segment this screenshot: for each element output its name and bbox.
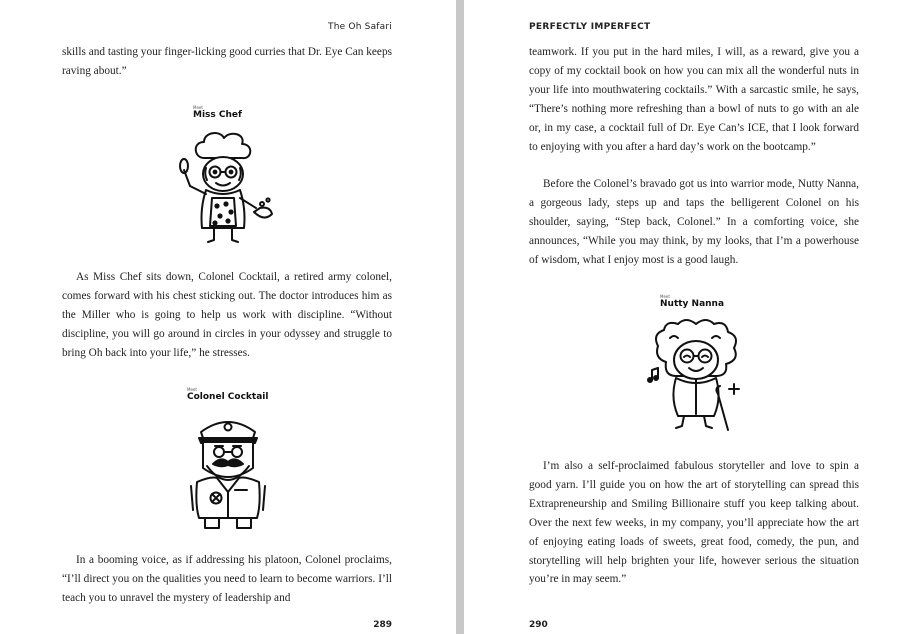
paragraph: As Miss Chef sits down, Colonel Cocktail, a retired army colonel, comes forward with his chest sticking out. The doctor introduces him as the Miller who is going to help us work with discipline. “Without discipline, you will go around in circles in your odyssey and struggle to bring Oh back into your life,” he stresses. bbox=[62, 271, 392, 359]
paragraph: Before the Colonel’s bravado got us into warrior mode, Nutty Nanna, a gorgeous lady, steps up and taps the belligerent Colonel on his shoulder, saying, “Step back, Colonel.” In a comforting voice, she announces, “While you may think, by my looks, that I’m a powerhouse of wisdom, what I enjoy most is a good laugh. bbox=[529, 178, 859, 266]
caption-name: Colonel Cocktail bbox=[187, 392, 269, 402]
running-head: PERFECTLY IMPERFECT bbox=[529, 22, 651, 32]
paragraph: I’m also a self-proclaimed fabulous storyteller and love to spin a good yarn. I’ll guide you on how the art of storytelling can spread this Extrapreneurship and Smiling Billionaire stuff you keep talking about. Over the next few weeks, in my company, you’ll appreciate how the art of enjoying eating loads of sweets, great food, comedy, the pun, and storytelling will help brighten your life, however serious the situation you’re in may seem.” bbox=[529, 460, 859, 586]
caption-meet: Meet bbox=[187, 387, 197, 392]
caption-meet: Meet bbox=[660, 294, 670, 299]
left-page bbox=[0, 0, 456, 634]
running-head: The Oh Safari bbox=[328, 22, 392, 32]
paragraph: teamwork. If you put in the hard miles, I will, as a reward, give you a copy of my cocktail book on how you can mix all the wonderful nuts in your life into mouthwatering cocktails.” With a sarcastic smile, he says, “There’s nothing more refreshing than a bowl of nuts to go with an ale or, in my case, a cocktail full of Dr. Eye Can’s ICE, that I look forward to enjoying with you after a hard day’s work on the bootcamp.” bbox=[529, 46, 859, 153]
page-number: 289 bbox=[373, 620, 392, 630]
caption-name: Nutty Nanna bbox=[660, 299, 725, 309]
character-caption bbox=[187, 387, 268, 402]
paragraph: skills and tasting your finger-licking good curries that Dr. Eye Can keeps raving about.” bbox=[62, 46, 392, 77]
paragraph: In a booming voice, as if addressing his platoon, Colonel proclaims, “I’ll direct you on the qualities you need to learn to become warriors. I’ll teach you to unravel the mystery of leadership and bbox=[62, 554, 392, 604]
colonel-character-icon bbox=[189, 410, 267, 530]
caption-name: Miss Chef bbox=[193, 110, 242, 120]
character-caption bbox=[660, 294, 724, 309]
right-page bbox=[464, 0, 920, 634]
chef-character-icon bbox=[176, 128, 276, 246]
page-number: 290 bbox=[529, 620, 548, 630]
book-gutter bbox=[456, 0, 464, 634]
character-caption bbox=[193, 105, 242, 120]
caption-meet: Meet bbox=[193, 105, 203, 110]
nanna-character-icon bbox=[646, 318, 746, 434]
